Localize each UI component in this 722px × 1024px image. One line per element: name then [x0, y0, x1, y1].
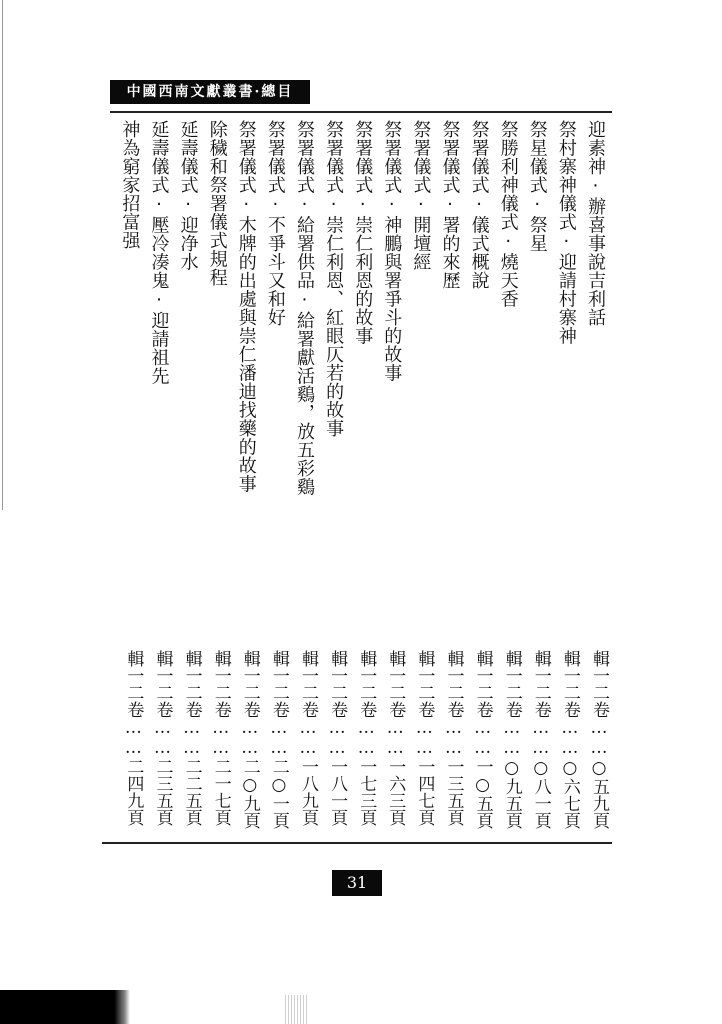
entry-page-ref: 輯一二卷……一七三頁 [356, 650, 377, 826]
entry-title: 祭署儀式·給署供品·給署獻活鷄，放五彩鷄 [294, 120, 315, 496]
entry-title: 延壽儀式·壓冷凑鬼·迎請祖先 [148, 120, 170, 385]
entry-title: 祭勝利神儀式·燒天香 [497, 120, 519, 308]
scan-artifact [0, 990, 130, 1024]
entry-title: 祭署儀式·木牌的出處與崇仁潘迪找藥的故事 [235, 120, 257, 493]
bottom-rule [102, 842, 612, 844]
entry-title: 除穢和祭署儀式規程 [206, 120, 228, 287]
entry-page-ref: 輯一二卷……二三五頁 [152, 650, 173, 826]
scan-noise [285, 995, 307, 1024]
entry-page-ref: 輯一二卷……一八九頁 [298, 650, 318, 826]
entry-page-ref: 輯一二卷……二一七頁 [210, 650, 231, 826]
scan-edge-line [2, 0, 3, 510]
entry-page-ref: 輯一二卷……一三五頁 [443, 650, 464, 826]
page-number: 31 [332, 870, 382, 896]
entry-page-ref: 輯一二卷……一○五頁 [472, 650, 493, 829]
entry-page-ref: 輯一二卷……二○一頁 [268, 650, 289, 829]
entry-page-ref: 輯一二卷……○八一頁 [530, 650, 551, 829]
entry-title: 祭署儀式·不爭斗又和好 [264, 120, 286, 327]
entry-title: 祭署儀式·開壇經 [410, 120, 432, 271]
entry-title: 祭署儀式·崇仁利恩、紅眼仄若的故事 [323, 120, 345, 438]
entry-page-ref: 輯一二卷……一六三頁 [385, 650, 406, 826]
entry-title: 延壽儀式·迎净水 [177, 120, 199, 271]
entry-title: 祭署儀式·署的來歷 [439, 120, 461, 290]
entry-title: 祭署儀式·神鵬與署爭斗的故事 [381, 120, 403, 382]
entry-title: 祭署儀式·崇仁利恩的故事 [352, 120, 374, 345]
entry-page-ref: 輯一二卷……二○九頁 [239, 650, 260, 829]
entry-title: 祭星儀式·祭星 [526, 120, 548, 253]
entry-page-ref: 輯一二卷……一四七頁 [414, 650, 435, 826]
entry-page-ref: 輯一二卷……○六七頁 [559, 650, 580, 829]
entry-page-ref: 輯一二卷……○五九頁 [589, 650, 609, 829]
entry-title: 迎素神·辦喜事說吉利話 [585, 120, 606, 327]
entry-page-ref: 輯一二卷……一八一頁 [327, 650, 348, 826]
entry-title: 祭署儀式·儀式概說 [468, 120, 490, 290]
entry-page-ref: 輯一二卷……○九五頁 [501, 650, 522, 829]
entry-title: 神為窮家招富强 [119, 120, 141, 250]
entry-title: 祭村寨神儀式·迎請村寨神 [555, 120, 577, 345]
running-header: 中國西南文獻叢書·總目 [110, 80, 310, 104]
entry-page-ref: 輯一二卷……二四九頁 [123, 650, 144, 826]
top-rule [110, 111, 612, 113]
entry-page-ref: 輯一二卷……二二五頁 [181, 650, 202, 826]
